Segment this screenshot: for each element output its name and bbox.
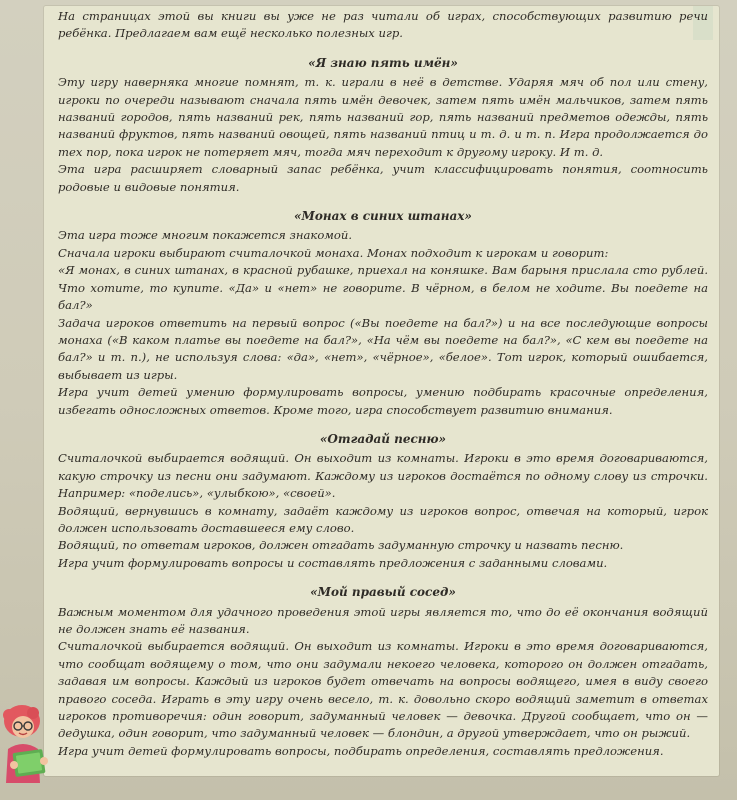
- section-paragraph: Считалочкой выбирается водящий. Он выходит из комнаты. Игроки в это время договариваются, что сообщат водящему о том, что они задумали некоего человека, которого он должен отгадать, задавая им вопросы. Каждый из игроков будет отвечать на вопросы водящего, имея в виду своего правого соседа. Играть в эту игру очень весело, т. к. довольно скоро водящий заметит в ответах игроков противоречия: один говорит, задуманный человек — девочка. Другой сообщает, что он — дедушка, один говорит, что задуманный человек — блондин, а другой утверждает, что он рыжий.: [58, 639, 708, 741]
- section-paragraph: Эта игра расширяет словарный запас ребёнка, учит классифицировать понятия, соотносить родовые и видовые понятия.: [58, 162, 708, 194]
- article-content: [58, 8, 708, 760]
- section-paragraph: Сначала игроки выбирают считалочкой монаха. Монах подходит к игрокам и говорит:: [58, 245, 609, 260]
- section-title-right-neighbor: «Мой правый сосед»: [310, 585, 456, 600]
- section-title-guess-song: «Отгадай песню»: [319, 431, 447, 446]
- section-title-monk: «Монах в синих штанах»: [294, 209, 472, 224]
- section-paragraph: Считалочкой выбирается водящий. Он выходит из комнаты. Игроки в это время договариваются, какую строчку из песни они задумают. Каждому из игроков достаётся по одному слову из строчки. Например: «поделись», «улыбкою», «своей».: [58, 451, 708, 501]
- section-paragraph: Эту игру наверняка многие помнят, т. к. играли в неё в детстве. Ударяя мяч об пол или стену, игроки по очереди называют сначала пять имён девочек, затем пять имён мальчиков, затем пять названий городов, пять названий рек, пять названий гор, пять названий предметов одежды, пять названий фруктов, пять названий овощей, пять названий птиц и т. д. и т. п. Игра продолжается до тех пор, пока игрок не потеряет мяч, тогда мяч переходит к другому игроку. И т. д.: [58, 75, 708, 159]
- section-paragraph: Эта игра тоже многим покажется знакомой.: [58, 228, 353, 243]
- section-title-five-names: «Я знаю пять имён»: [308, 55, 458, 70]
- section-paragraph: Водящий, по ответам игроков, должен отгадать задуманную строчку и назвать песню.: [58, 538, 624, 553]
- section-paragraph: Важным моментом для удачного проведения этой игры является то, что до её окончания водящий не должен знать её названия.: [58, 604, 708, 636]
- girl-reading-book-illustration: [0, 705, 56, 783]
- section-paragraph: Игра учит детей умению формулировать вопросы, умению подбирать красочные определения, избегать односложных ответов. Кроме того, игра способствует развитию внимания.: [58, 385, 708, 417]
- section-paragraph: Игра учит детей формулировать вопросы, подбирать определения, составлять предложения.: [58, 743, 664, 758]
- section-paragraph: Игра учит формулировать вопросы и составлять предложения с заданными словами.: [58, 555, 608, 570]
- intro-paragraph: На страницах этой вы книги вы уже не раз читали об играх, способствующих развитию речи ребёнка. Предлагаем вам ещё несколько полезных игр.: [58, 9, 708, 41]
- section-paragraph: Водящий, вернувшись в комнату, задаёт каждому из игроков вопрос, отвечая на который, игрок должен использовать доставшееся ему слово.: [58, 503, 708, 535]
- section-paragraph: Задача игроков ответить на первый вопрос («Вы поедете на бал?») и на все последующие вопросы монаха («В каком платье вы поедете на бал?», «На чём вы поедете на бал?», «С кем вы поедете на бал?» и т. п.), не используя слова: «да», «нет», «чёрное», «белое». Тот игрок, который ошибается, выбывает из игры.: [58, 315, 708, 382]
- section-paragraph: «Я монах, в синих штанах, в красной рубашке, приехал на коняшке. Вам барыня прислала сто рублей. Что хотите, то купите. «Да» и «нет» не говорите. В чёрном, в белом не ходите. Вы поедете на бал?»: [58, 263, 708, 313]
